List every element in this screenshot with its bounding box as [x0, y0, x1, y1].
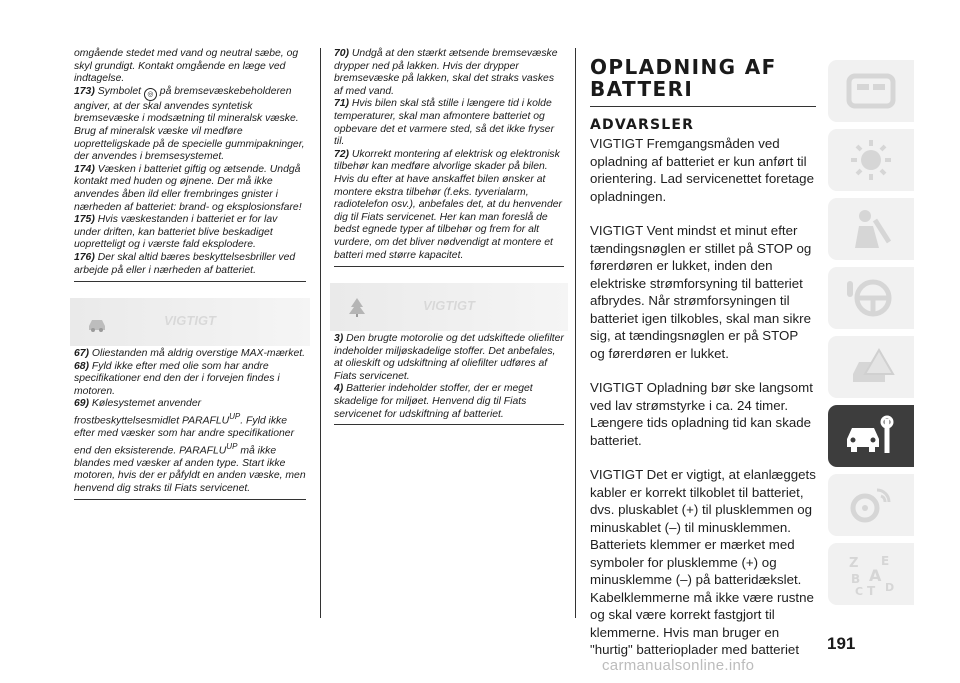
brake-fluid-icon: ◎ [144, 88, 157, 101]
important-box-header [74, 298, 306, 346]
index-letter: T [867, 584, 876, 597]
note-70: 70) Undgå at den stærkt ætsende bremsevæske drypper ned på lakken. Hvis der drypper bremsevæske på lakken, skal det straks vaskes af med vand. [334, 48, 558, 97]
middle-column [334, 48, 564, 425]
important-notes [74, 346, 306, 499]
index-letter: A [869, 566, 882, 585]
left-column [74, 48, 306, 500]
index-letter: E [881, 554, 890, 568]
media-icon [843, 482, 899, 528]
note-69: 69) Kølesystemet anvender frostbeskyttelsesmidlet $PARAFLU^{UP}$. Fyld ikke efter med væsker som har andre specifikationer end den eksisterende. $PARAFLU^{UP}$ må ikke blandes med væsker af anden type. Start ikke motoren, hvis der er påfyldt en anden væske, men henvend dig straks til Fiats servicenet. [74, 398, 306, 494]
note-72: 72) Ukorrekt montering af elektrisk og elektronisk tilbehør kan medføre alvorlige skader på bilen. Hvis du efter at have anskaffet bilen ønsker at montere ekstra tilbehør (f.eks. tyverialarm, radiotelefon osv.), anbefales det, at du henvender dig til Fiats servicenet. Her kan man foreslå de bedst egnede typer af tilbehør og frem for alt vurdere, om det bliver nødvendigt at montere et batteri med større kapacitet. [334, 148, 562, 261]
paragraph: VIGTIGT Det er vigtigt, at elanlæggets kabler er korrekt tilkoblet til batteriet, dvs. pluskablet (+) til plusklemmen og minuskablet (–) til minusklemmen. Batteriets klemmer er mærket med symboler for plusklemme (+) og minusklemme (–) på batteridækslet. Kabelklemmerne må ikke være rustne og skal være korrekt fastgjort til klemmerne. Hvis man bruger en "hurtig" batterioplader med batteriet [590, 467, 816, 657]
tab-safety[interactable] [828, 198, 914, 260]
important-box-title: VIGTIGT [164, 313, 216, 329]
index-letter: Z [849, 556, 859, 571]
watermark: carmanualsonline.info [602, 657, 755, 674]
important-box-header [334, 283, 564, 331]
column-divider [575, 48, 576, 618]
note-3: 3) Den brugte motorolie og det udskiftede oliefilter indeholder miljøskadelige stoffer. Det anbefales, at olieskift og udskiftning af oliefilter udføres af Fiats servicenet. [334, 333, 564, 382]
index-letter: B [851, 572, 861, 586]
index-letter: D [885, 581, 895, 594]
tab-steering[interactable] [828, 267, 914, 329]
note-175: 175) Hvis væskestanden i batteriet er for lav under driften, kan batteriet blive beskadiget uopretteligt og i værste fald eksplodere. [74, 214, 278, 251]
important-notes [334, 331, 564, 425]
paragraph: VIGTIGT Vent mindst et minut efter tændingsnøglen er stillet på STOP og førerdøren er lukket, inden den elektriske strømforsyning til batteriet afbrydes. Når strømforsyningen til batteriet igen tilkobles, skal man sikre sig, at tændingsnøglen er på STOP og førerdøren er lukket. [590, 223, 812, 361]
intro-text: omgående stedet med vand og neutral sæbe, og skyl grundigt. Kontakt omgående en læge ved indtagelse. [74, 48, 299, 85]
warning-notes-block [74, 48, 306, 282]
note-173: 173) Symbolet ◎ på bremsevæskebeholderen angiver, at der skal anvendes syntetisk bremsevæske i modsætning til mineralsk væske. Brug af mineralsk væske vil medføre uopretteligskade på de specielle gummipakninger, der anvendes i bremsesystemet. [74, 85, 305, 163]
note-4: 4) Batterier indeholder stoffer, der er meget skadelige for miljøet. Henvend dig til Fiats servicenet for udskiftning af batteriet. [334, 383, 533, 420]
warning-notes-block [334, 48, 564, 267]
page-number: 191 [827, 634, 856, 653]
important-box [74, 298, 306, 499]
warning-icon [843, 344, 899, 390]
important-box-title: VIGTIGT [423, 298, 475, 314]
index-icon [843, 551, 899, 597]
note-67: 67) Oliestanden må aldrig overstige MAX-mærket. [74, 348, 306, 360]
important-box [334, 283, 564, 425]
paragraph: VIGTIGT Opladning bør ske langsomt ved lav strømstyrke i ca. 24 timer. Længere tids opladning tid kan skade batteriet. [590, 380, 813, 448]
tab-warning[interactable] [828, 336, 914, 398]
right-column [590, 56, 816, 676]
paragraph: VIGTIGT Fremgangsmåden ved opladning af batteriet er kun anført til orientering. Lad servicenettet foretage opladningen. [590, 136, 814, 204]
dashboard-icon [843, 68, 899, 114]
section-heading: OPLADNING AF BATTERI [590, 55, 777, 101]
tab-index[interactable] [828, 543, 914, 605]
subsection-heading: ADVARSLER [590, 117, 695, 133]
car-maintenance-icon [843, 413, 899, 459]
column-divider [320, 48, 321, 618]
note-71: 71) Hvis bilen skal stå stille i længere tid i kolde temperaturer, skal man afmontere batteriet og opbevare det et varmere sted, så det ikke fryser til. [334, 98, 555, 148]
index-letter: C [855, 585, 864, 597]
safety-icon [843, 206, 899, 252]
note-68: 68) Fyld ikke efter med olie som har andre specifikationer end den der i forvejen findes i motoren. [74, 360, 280, 397]
tab-lights[interactable] [828, 129, 914, 191]
lights-icon [843, 137, 899, 183]
note-176: 176) Der skal altid bæres beskyttelsesbriller ved arbejde på eller i nærheden af batteriet. [74, 251, 296, 276]
steering-icon [843, 275, 899, 321]
tab-media[interactable] [828, 474, 914, 536]
tab-car-maintenance[interactable] [828, 405, 914, 467]
tab-dashboard[interactable] [828, 60, 914, 122]
heading-rule [590, 106, 816, 107]
note-174: 174) Væsken i batteriet giftig og ætsende. Undgå kontakt med huden og øjnene. Der må ikke anvendes åben ild eller frembringes gnister i nærheden af batteriet: brand- og eksplosionsfare! [74, 163, 302, 213]
chapter-tabs [828, 60, 914, 612]
